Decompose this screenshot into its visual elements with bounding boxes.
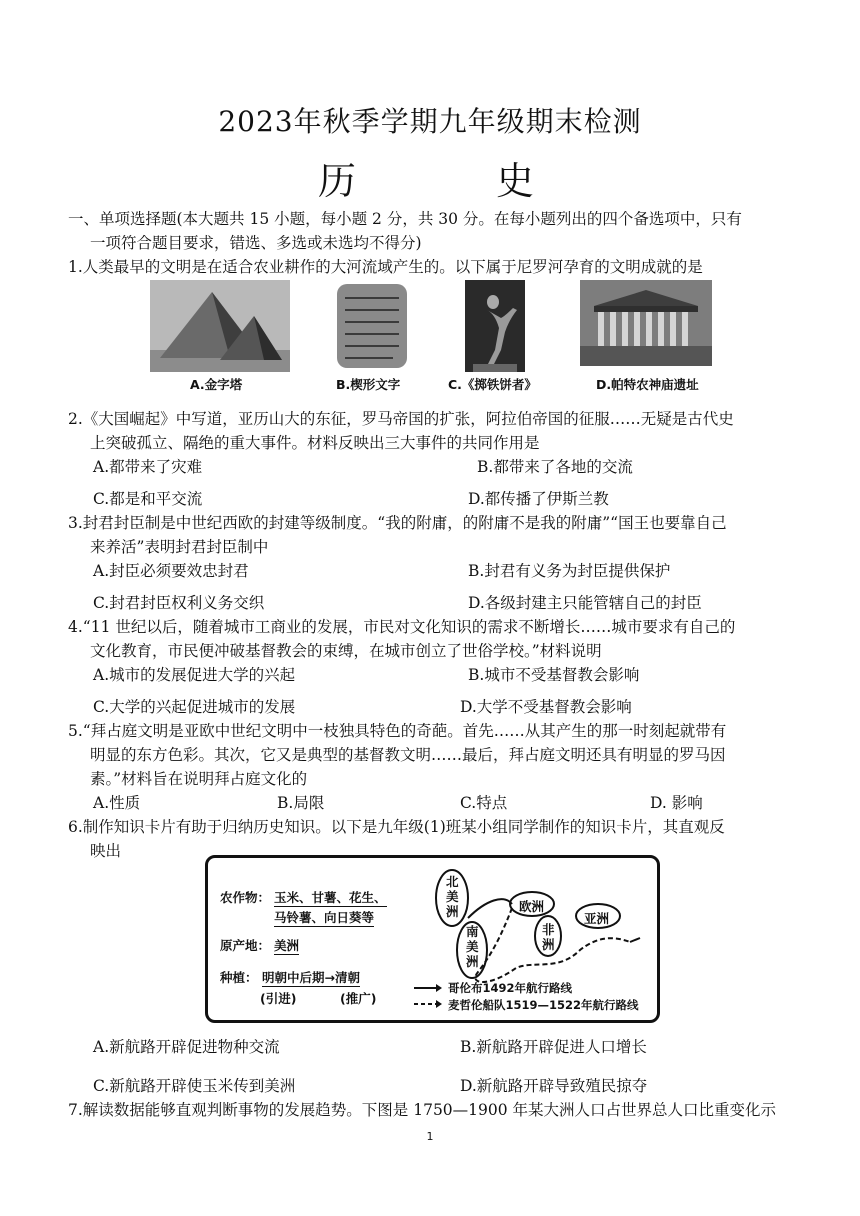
map-label-south-america: 南美洲 — [466, 924, 479, 969]
q5-stem-line2: 明显的东方色彩。其次，它又是典型的基督教文明……最后，拜占庭文明还具有明显的罗马因 — [90, 746, 726, 764]
card-plant-note-promote: (推广) — [340, 991, 377, 1006]
q1-caption-d: D.帕特农神庙遗址 — [596, 377, 699, 392]
q3-option-b: B.封君有义务为封臣提供保护 — [468, 562, 671, 580]
q1-caption-c: C.《掷铁饼者》 — [448, 377, 537, 392]
q6-option-c: C.新航路开辟使玉米传到美洲 — [93, 1077, 296, 1095]
exam-title: 2023年秋季学期九年级期末检测 — [218, 105, 642, 138]
q5-option-d: D. 影响 — [650, 794, 703, 812]
page-number: 1 — [426, 1130, 434, 1143]
q6-stem-line2: 映出 — [90, 842, 122, 860]
section-instructions-line2: 一项符合题目要求，错选、多选或未选均不得分) — [90, 234, 422, 252]
q5-option-a: A.性质 — [93, 794, 141, 812]
cuneiform-tablet-photo-icon — [333, 280, 411, 372]
q3-stem-line1: 3.封君封臣制是中世纪西欧的封建等级制度。“我的附庸，的附庸不是我的附庸”“国王也要靠自己 — [68, 514, 727, 532]
q6-stem-line1: 6.制作知识卡片有助于归纳历史知识。以下是九年级(1)班某小组同学制作的知识卡片，其直观反 — [68, 818, 725, 836]
q2-stem-line2: 上突破孤立、隔绝的重大事件。材料反映出三大事件的共同作用是 — [90, 434, 540, 452]
pyramid-photo-icon — [150, 280, 290, 372]
parthenon-photo-icon — [580, 280, 712, 366]
q3-option-d: D.各级封建主只能管辖自己的封臣 — [468, 594, 702, 612]
subject-char-right: 史 — [496, 159, 535, 203]
card-plant-label: 种植： — [220, 970, 258, 985]
q5-option-c: C.特点 — [460, 794, 508, 812]
card-plant-value: 明朝中后期→清朝 — [262, 970, 360, 985]
q2-option-b: B.都带来了各地的交流 — [477, 458, 633, 476]
q3-option-c: C.封君封臣权利义务交织 — [93, 594, 265, 612]
discobolus-statue-photo-icon — [465, 280, 525, 372]
card-crops-line2: 马铃薯、向日葵等 — [274, 910, 375, 925]
map-label-africa: 非洲 — [542, 922, 555, 952]
q4-option-b: B.城市不受基督教会影响 — [468, 666, 640, 684]
map-label-europe: 欧洲 — [519, 899, 545, 914]
card-origin-value: 美洲 — [274, 938, 300, 953]
q5-option-b: B.局限 — [277, 794, 325, 812]
q1-stem: 1.人类最早的文明是在适合农业耕作的大河流域产生的。以下属于尼罗河孕育的文明成就的是 — [68, 258, 703, 276]
q2-option-a: A.都带来了灾难 — [93, 458, 203, 476]
card-crops-label: 农作物： — [220, 890, 271, 905]
q6-option-b: B.新航路开辟促进人口增长 — [460, 1038, 647, 1056]
q1-caption-a: A.金字塔 — [190, 377, 243, 392]
q6-option-d: D.新航路开辟导致殖民掠夺 — [460, 1077, 648, 1095]
q4-option-a: A.城市的发展促进大学的兴起 — [93, 666, 296, 684]
card-crops-line1: 玉米、甘薯、花生、 — [274, 890, 387, 905]
card-origin-label: 原产地： — [220, 938, 271, 953]
q6-option-a: A.新航路开辟促进物种交流 — [93, 1038, 280, 1056]
q4-option-d: D.大学不受基督教会影响 — [460, 698, 632, 716]
q2-option-c: C.都是和平交流 — [93, 490, 203, 508]
q4-option-c: C.大学的兴起促进城市的发展 — [93, 698, 296, 716]
subject-char-left: 历 — [318, 159, 357, 203]
map-legend-columbus: 哥伦布1492年航行路线 — [448, 981, 573, 995]
q1-caption-b: B.楔形文字 — [336, 377, 401, 392]
q4-stem-line1: 4.“11 世纪以后，随着城市工商业的发展，市民对文化知识的需求不断增长……城市要求有自己的 — [68, 618, 736, 636]
map-legend-magellan: 麦哲伦船队1519—1522年航行路线 — [448, 998, 639, 1012]
q5-stem-line3: 素。”材料旨在说明拜占庭文化的 — [90, 770, 308, 788]
section-instructions-line1: 一、单项选择题(本大题共 15 小题，每小题 2 分，共 30 分。在每小题列出的四个备选项中，只有 — [68, 210, 742, 228]
q5-stem-line1: 5.“拜占庭文明是亚欧中世纪文明中一枝独具特色的奇葩。首先……从其产生的那一时刻起就带有 — [68, 722, 727, 740]
q3-option-a: A.封臣必须要效忠封君 — [93, 562, 249, 580]
map-label-asia: 亚洲 — [584, 911, 610, 926]
q1-image-row — [0, 280, 860, 395]
map-label-north-america: 北美洲 — [446, 874, 459, 919]
q4-stem-line2: 文化教育，市民便冲破基督教会的束缚，在城市创立了世俗学校。”材料说明 — [90, 642, 602, 660]
q3-stem-line2: 来养活”表明封君封臣制中 — [90, 538, 269, 556]
knowledge-card — [205, 855, 660, 1023]
card-plant-note-introduce: (引进) — [260, 991, 297, 1006]
q2-stem-line1: 2.《大国崛起》中写道，亚历山大的东征，罗马帝国的扩张，阿拉伯帝国的征服……无疑是古代史 — [68, 410, 734, 428]
q7-stem-line1: 7.解读数据能够直观判断事物的发展趋势。下图是 1750—1900 年某大洲人口占世界总人口比重变化示 — [68, 1101, 777, 1119]
q2-option-d: D.都传播了伊斯兰教 — [468, 490, 609, 508]
